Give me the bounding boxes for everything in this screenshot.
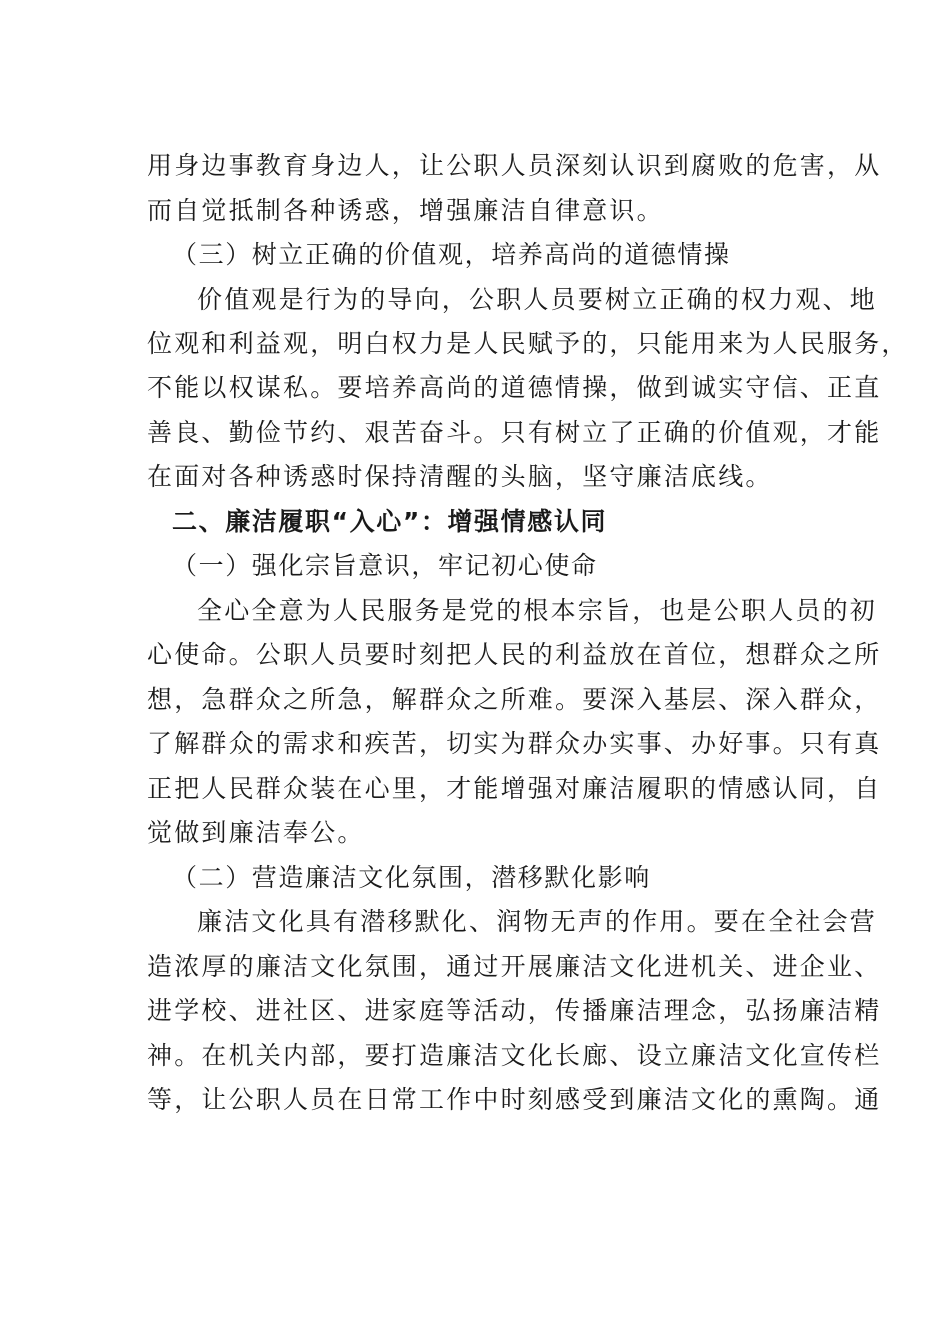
subsection-heading-1: （一）强化宗旨意识，牢记初心使命 [172, 551, 598, 580]
body-text-line: 等，让公职人员在日常工作中时刻感受到廉洁文化的熏陶。通 [147, 1085, 882, 1114]
body-text-line: 进学校、进社区、进家庭等活动，传播廉洁理念，弘扬廉洁精 [147, 996, 882, 1025]
subsection-heading-2: （二）营造廉洁文化氛围，潜移默化影响 [172, 863, 651, 892]
body-text-line: 用身边事教育身边人，让公职人员深刻认识到腐败的危害，从 [147, 151, 882, 180]
body-text-line: 不能以权谋私。要培养高尚的道德情操，做到诚实守信、正直 [147, 373, 882, 402]
paragraph-first-line: 价值观是行为的导向，公职人员要树立正确的权力观、地 [197, 285, 878, 314]
body-text-line: 觉做到廉洁奉公。 [147, 818, 365, 847]
section-heading-2: 二、廉洁履职“入心”：增强情感认同 [172, 507, 608, 536]
paragraph-first-line: 廉洁文化具有潜移默化、润物无声的作用。要在全社会营 [197, 907, 878, 936]
body-text-line: 造浓厚的廉洁文化氛围，通过开展廉洁文化进机关、进企业、 [147, 952, 882, 981]
body-text-line: 在面对各种诱惑时保持清醒的头脑，坚守廉洁底线。 [147, 462, 773, 491]
body-text-line: 想，急群众之所急，解群众之所难。要深入基层、深入群众， [147, 685, 882, 714]
body-text-line: 位观和利益观，明白权力是人民赋予的，只能用来为人民服务， [147, 329, 909, 358]
body-text-line: 善良、勤俭节约、艰苦奋斗。只有树立了正确的价值观，才能 [147, 418, 882, 447]
body-text-line: 而自觉抵制各种诱惑，增强廉洁自律意识。 [147, 196, 664, 225]
paragraph-first-line: 全心全意为人民服务是党的根本宗旨，也是公职人员的初 [197, 596, 878, 625]
subsection-heading-3: （三）树立正确的价值观，培养高尚的道德情操 [172, 240, 731, 269]
body-text-line: 了解群众的需求和疾苦，切实为群众办实事、办好事。只有真 [147, 729, 882, 758]
body-text-line: 正把人民群众装在心里，才能增强对廉洁履职的情感认同，自 [147, 774, 882, 803]
body-text-line: 心使命。公职人员要时刻把人民的利益放在首位，想群众之所 [147, 640, 882, 669]
body-text-line: 神。在机关内部，要打造廉洁文化长廊、设立廉洁文化宣传栏 [147, 1041, 882, 1070]
